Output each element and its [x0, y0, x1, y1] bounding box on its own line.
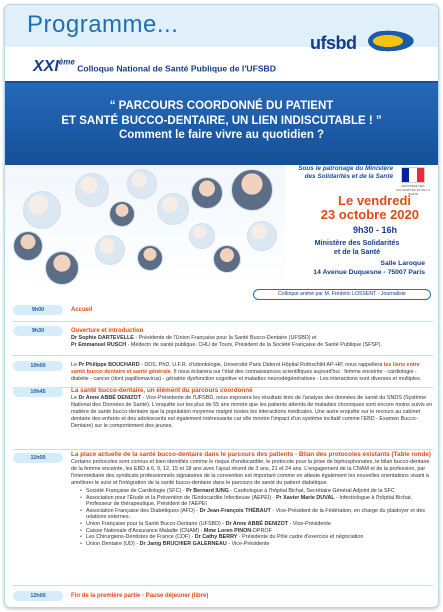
photo-bubble — [45, 251, 79, 285]
photo-bubble — [75, 173, 109, 207]
time-pill: 12h00 — [13, 591, 63, 601]
photo-bubble — [189, 223, 215, 249]
agenda-content — [71, 387, 433, 430]
event-address: Salle Laroque 14 Avenue Duquesne - 75007 Paris — [313, 260, 425, 276]
event-date-day: Le vendredi — [338, 193, 411, 208]
agenda-title: Fin de la première partie - Pause déjeuner (libre) — [71, 593, 209, 599]
page-title: Programme... — [27, 11, 179, 38]
list-item: • Union Française pour la Santé Bucco-Dentaire (UFSBD) - Dr Anne ABBÉ DENIZOT - Vice-Présidente — [81, 521, 433, 528]
time-pill: 9h30 — [13, 326, 63, 336]
photo-bubble — [157, 193, 189, 225]
agenda-divider — [13, 355, 433, 356]
colloque-number: XXIème — [33, 58, 75, 76]
program-page — [4, 4, 439, 608]
moderator-box: Colloque animé par M. Frédéric LOSSENT - Journaliste — [253, 289, 431, 300]
event-info — [287, 165, 439, 289]
list-item: • Union Dentaire (UD) - Dr Janig BRUCHIER GALERNEAU - Vice-Présidente — [81, 541, 433, 548]
flag-red-stripe — [417, 168, 424, 182]
french-flag-icon — [401, 167, 425, 183]
agenda-divider — [13, 585, 433, 586]
time-pill: 10h45 — [13, 387, 63, 397]
agenda-text: Certains protocoles sont connus et bien identifiés comme le risque d'endocardite, le protocole pour la prise de biphosphonates, le bilan bucco-dentaire de la femme enceinte, les EBD à 6, 9, 12, 15 et 18 ans avec l'ajout récent de 3 ans, 21 et 24 ans. L'engagement de la CNAM et de la profession, par l'intermédiaire des syndicats professionnels signataires de la convention est important comme en atteste également les nouvelles orientations visant à améliorer le suivi et l'intégration de la santé bucco-dentaire dans le parcours de santé du patient diabétique. — [71, 459, 430, 486]
speaker-list — [81, 488, 433, 547]
list-item: • Association pour l'Étude et la Prévention de l'Endocardite Infectieuse (AEPEI) - Pr Xavier Marie DUVAL - Infectiologue à l'hôpital Bichat, Professeur de thérapeutique, Président de l'AEPEI — [81, 495, 433, 508]
flag-blue-stripe — [402, 168, 409, 182]
photo-bubble — [127, 169, 157, 199]
agenda-content — [71, 306, 433, 314]
colloque-title — [33, 58, 276, 76]
banner-main-title — [5, 99, 438, 129]
photo-bubble — [191, 177, 223, 209]
agenda-content — [71, 451, 433, 547]
open-quote-icon: “ — [109, 100, 116, 112]
ministry-seal-label: MINISTÈRE DES SOLIDARITÉS ET DE LA SANTÉ — [396, 184, 430, 196]
event-venue: Ministère des Solidarités et de la Santé — [314, 238, 400, 256]
event-time: 9h30 - 16h — [352, 225, 397, 235]
logo-text: ufsbd — [310, 33, 357, 53]
agenda-title: Accueil — [71, 307, 93, 313]
list-item: • Société Française de Cardiologie (SFC) - Pr Bernard IUNG - Cardiologue à l'hôpital Bichat, Secrétaire Général Adjoint de la SFC — [81, 488, 433, 495]
list-item: • Caisse Nationale d'Assurance Maladie (CNAM) - Mme Loren PINON-DPROF — [81, 528, 433, 535]
photo-bubble — [109, 201, 135, 227]
logo-swoosh-icon — [368, 29, 418, 53]
agenda-divider — [13, 321, 433, 322]
ufsbd-logo — [310, 25, 428, 59]
hero-section — [5, 165, 438, 289]
photo-bubble — [137, 245, 163, 271]
photo-bubble — [23, 191, 61, 229]
agenda-title: La santé bucco-dentaire, un élément du parcours coordonné — [71, 387, 253, 394]
close-quote-icon: ” — [375, 115, 382, 127]
speaker-line: Pr Emmanuel RUSCH - Médecin de santé publique, CHU de Tours, Président de la Société Française de Santé Publique (SFSP). — [71, 342, 382, 348]
agenda-content — [71, 592, 433, 600]
agenda-content — [71, 362, 433, 383]
healthcare-photo-collage — [5, 165, 285, 289]
list-item: • Association Française des Diabétiques (AFD) - Dr Jean-François THÉBAUT - Vice-Président de la Fédération, en charge du plaidoyer et des relations externes. — [81, 508, 433, 521]
banner-line-2: ET SANTÉ BUCCO-DENTAIRE, UN LIEN INDISCUTABLE ! — [61, 115, 373, 127]
photo-bubble — [13, 231, 43, 261]
theme-banner — [5, 83, 438, 165]
colloque-name: Colloque National de Santé Publique de l'UFSBD — [77, 63, 276, 74]
banner-subtitle: Comment le faire vivre au quotidien ? — [118, 129, 325, 141]
photo-bubble — [95, 235, 125, 265]
agenda-content — [71, 327, 433, 349]
time-pill: 10h00 — [13, 361, 63, 371]
agenda-text: Le Dr Anne ABBÉ DENIZOT - Vice-Présidente de l'UFSBD, nous exposera les résultats tirés de l'analyse des données de santé du SNDS (Système National des Données de Santé). L'enquête sur les plus de 55 ans montre que les patients atteints de maladies chroniques sont encore moins suivis en matière de santé bucco-dentaire que la population moyenne malgré toutes les interactions médicales. Une autre enquête sur le recours au cabinet dentaire des enfants et des adolescents est également intéressante car elle montre l'impact d'un système incitatif comme l'EBD - Examen Bucco-Dentaire) sur le comportement des jeunes. — [71, 395, 433, 429]
patronage-text: Sous le patronage du Ministère des Solidarités et de la Santé — [298, 165, 393, 180]
banner-line-1: PARCOURS COORDONNÉ DU PATIENT — [118, 100, 334, 112]
time-pill: 9h00 — [13, 305, 63, 315]
agenda-text: Le Pr Philippe BOUCHARD - DDS, PhD, U.F.R. d'odontologie, Université Paris Diderot Hôpital Rothschild AP-HP, nous rappellera les liens entre santé bucco-dentaire et santé générale. Il nous éclairera sur l'état des connaissances scientifiques aujourd'hui : femme enceinte - cardiologie - diabète - cancer (dont papillomavirus) - gériatrie dysfonction cognitive et maladies neurodégénératives - Les interactions sont diverses et multiples. — [71, 362, 422, 382]
event-date: 23 octobre 2020 — [320, 207, 419, 222]
agenda-divider — [13, 449, 433, 450]
time-pill: 11h00 — [13, 453, 63, 463]
agenda-title: Ouverture et introduction — [71, 328, 144, 334]
agenda-title: La place actuelle de la santé bucco-dentaire dans le parcours des patients - Bilan des protocoles existants (Table ronde) — [71, 451, 431, 458]
speaker-line: Dr Sophie DARTEVELLE - Présidente de l'Union Française pour la Santé Bucco-Dentaire (UFSBD) et — [71, 335, 317, 341]
photo-bubble — [213, 245, 241, 273]
photo-bubble — [247, 221, 277, 251]
list-item: • Les Chirurgiens-Dentistes de France (CDF) - Dr Cathy BERRY - Présidente du Pôle cadre d'exercice et négociation — [81, 534, 433, 541]
photo-bubble — [231, 169, 273, 211]
flag-white-stripe — [409, 168, 416, 182]
